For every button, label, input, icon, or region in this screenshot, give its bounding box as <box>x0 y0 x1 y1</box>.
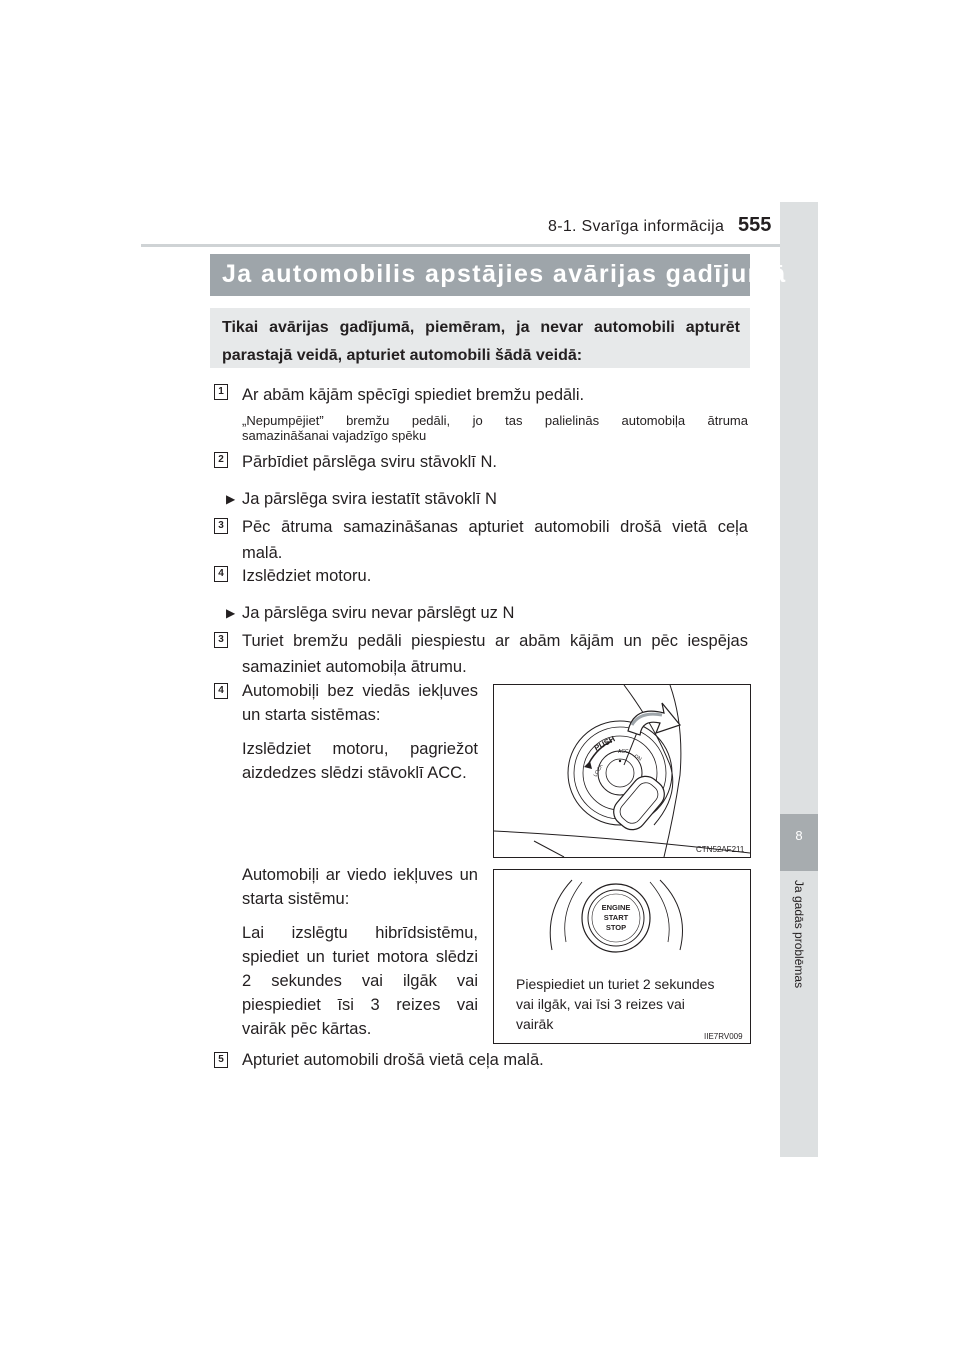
acc-label: ACC <box>618 749 629 755</box>
step-4-alt-no-smart <box>242 679 478 785</box>
figure-engine-start-stop <box>493 869 751 1044</box>
smart-line-2: starta sistēmu: <box>242 890 350 908</box>
step-4-alt-smart <box>242 863 478 1041</box>
section-title: 8-1. Svarīga informācija <box>548 218 725 235</box>
header-rule <box>141 244 818 247</box>
chapter-title: Ja gadās problēmas <box>792 880 806 989</box>
ignition-illustration <box>494 685 750 857</box>
no-smart-action-1: Izslēdziet motoru, pagriežot <box>242 740 478 758</box>
step-number-3: 3 <box>214 518 228 534</box>
no-smart-action-2: aizdedzes slēdzi stāvoklī ACC. <box>242 764 467 782</box>
step-3-line-2: malā. <box>242 544 283 562</box>
step-5-text: Apturiet automobili drošā vietā ceļa malā. <box>242 1051 544 1069</box>
figure-ignition-key <box>493 684 751 858</box>
no-smart-line-1: Automobiļi bez viedās iekļuves <box>242 682 478 700</box>
step-number-4-alt: 4 <box>214 683 228 699</box>
smart-action-2: spiediet un turiet motora slēdzi <box>242 948 478 966</box>
triangle-bullet-icon: ▶ <box>226 492 236 506</box>
step-number-4: 4 <box>214 566 228 582</box>
step-2-text: Pārbīdiet pārslēga sviru stāvoklī N. <box>242 453 497 471</box>
step-3-text <box>242 515 748 565</box>
page-number: 555 <box>738 214 772 236</box>
condition-2-text: Ja pārslēga sviru nevar pārslēgt uz N <box>242 604 515 622</box>
figure-1-code: CTN52AF211 <box>696 845 745 854</box>
step-number-2: 2 <box>214 452 228 468</box>
start-label: START <box>603 913 629 922</box>
page-title: Ja automobilis apstājies avārijas gadījumā <box>222 260 787 288</box>
step-3-alt-line-1: Turiet bremžu pedāli piespiestu ar abām kājām un pēc iespējas <box>242 632 748 650</box>
smart-line-1: Automobiļi ar viedo iekļuves un <box>242 866 478 884</box>
intro-text <box>222 314 740 370</box>
condition-1-text: Ja pārslēga svira iestatīt stāvoklī N <box>242 490 497 508</box>
step-number-3-alt: 3 <box>214 632 228 648</box>
lock-label: LOCK <box>592 763 605 778</box>
chapter-number: 8 <box>795 828 803 843</box>
step-4-text: Izslēdziet motoru. <box>242 567 372 585</box>
triangle-bullet-icon: ▶ <box>226 606 236 620</box>
caption-line-3: vairāk <box>516 1016 554 1032</box>
figure-2-caption <box>516 974 714 1034</box>
step-3-line-1: Pēc ātruma samazināšanas apturiet automobili drošā vietā ceļa <box>242 518 748 536</box>
note-line-1: „Nepumpējiet” bremžu pedāli, jo tas palielinās automobiļa ātruma <box>242 413 748 428</box>
no-smart-line-2: un starta sistēmas: <box>242 706 381 724</box>
step-3-alt-line-2: samaziniet automobiļa ātrumu. <box>242 658 467 676</box>
caption-line-2: vai ilgāk, vai īsi 3 reizes vai <box>516 996 685 1012</box>
figure-2-code: IIE7RV009 <box>704 1032 743 1041</box>
push-label: PUSH <box>592 734 617 753</box>
smart-action-5: vairāk pēc kārtas. <box>242 1020 372 1038</box>
caption-line-1: Piespiediet un turiet 2 sekundes <box>516 976 715 992</box>
step-1-text: Ar abām kājām spēcīgi spiediet bremžu pedāli. <box>242 386 585 404</box>
stop-label: STOP <box>605 923 627 932</box>
smart-action-4: piespiediet īsi 3 reizes vai <box>242 996 478 1014</box>
step-3-alt-text <box>242 629 748 679</box>
chapter-title-vertical <box>776 880 822 1020</box>
note-line-2: samazināšanai vajadzīgo spēku <box>242 428 427 443</box>
engine-label: ENGINE <box>601 903 631 912</box>
intro-line-2: parastajā veidā, apturiet automobili šādā veidā: <box>222 347 583 364</box>
intro-line-1: Tikai avārijas gadījumā, piemēram, ja nevar automobili apturēt <box>222 319 740 336</box>
smart-action-3: 2 sekundes vai ilgāk vai <box>242 972 478 990</box>
smart-action-1: Lai izslēgtu hibrīdsistēmu, <box>242 924 478 942</box>
on-label: ON <box>633 753 643 763</box>
step-number-5: 5 <box>214 1052 228 1068</box>
note-brake-pumping <box>242 413 748 443</box>
step-number-1: 1 <box>214 384 228 400</box>
